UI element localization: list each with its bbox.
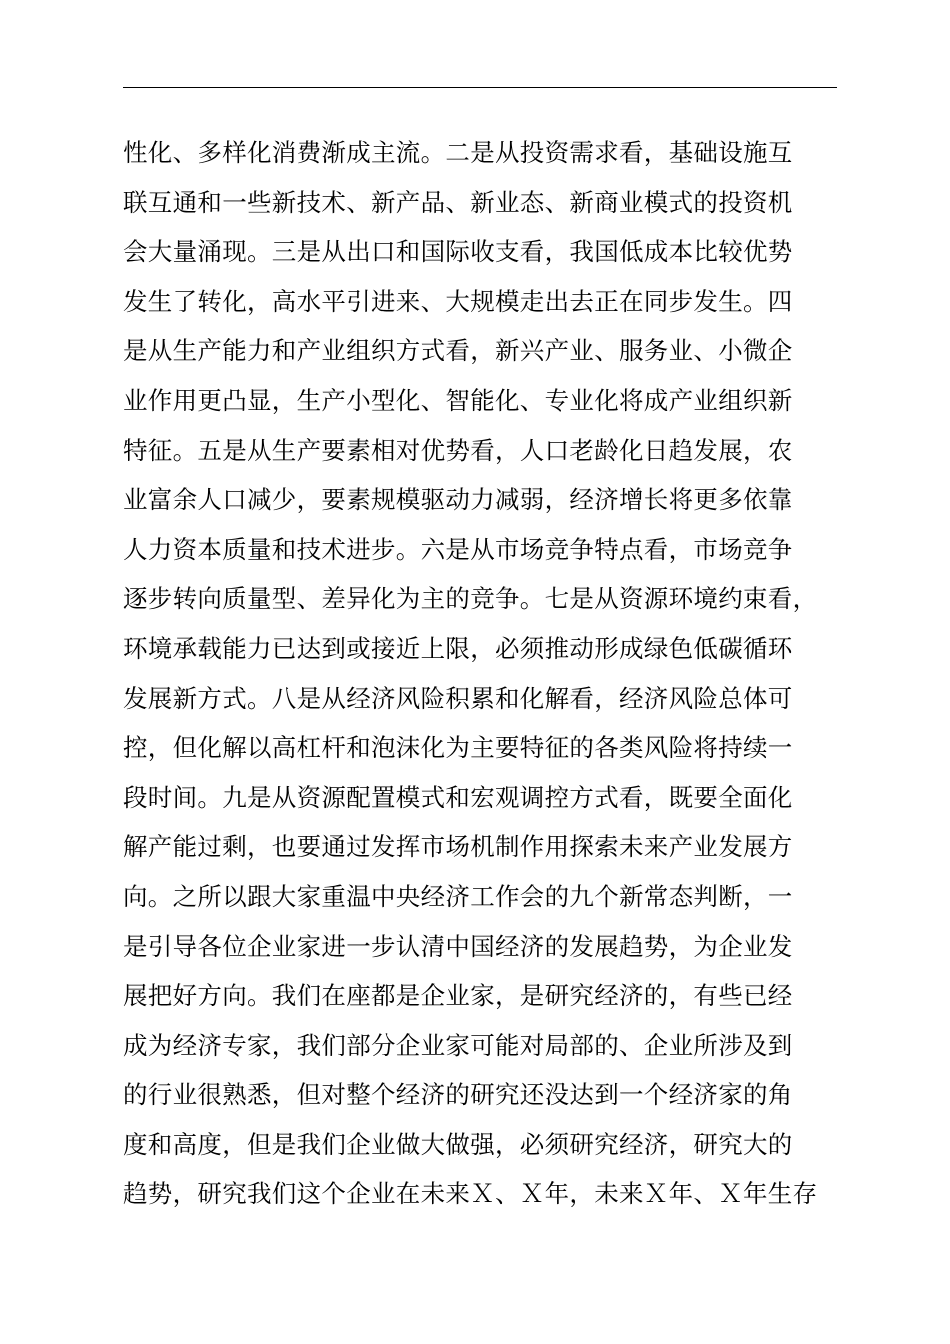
- text-line: 的行业很熟悉，但对整个经济的研究还没达到一个经济家的角: [123, 1080, 793, 1110]
- text-line: 会大量涌现。三是从出口和国际收支看，我国低成本比较优势: [123, 237, 793, 267]
- text-line: 向。之所以跟大家重温中央经济工作会的九个新常态判断，一: [123, 881, 793, 911]
- text-line: 是引导各位企业家进一步认清中国经济的发展趋势，为企业发: [123, 931, 793, 961]
- text-line: 环境承载能力已达到或接近上限，必须推动形成绿色低碳循环: [123, 633, 793, 663]
- text-line: 趋势，研究我们这个企业在未来Ｘ、Ｘ年，未来Ｘ年、Ｘ年生存: [123, 1179, 818, 1209]
- text-line: 段时间。九是从资源配置模式和宏观调控方式看，既要全面化: [123, 782, 793, 812]
- text-line: 控，但化解以高杠杆和泡沫化为主要特征的各类风险将持续一: [123, 733, 793, 763]
- text-line: 逐步转向质量型、差异化为主的竞争。七是从资源环境约束看，: [123, 584, 818, 614]
- text-line: 特征。五是从生产要素相对优势看，人口老龄化日趋发展，农: [123, 435, 793, 465]
- text-line: 业作用更凸显，生产小型化、智能化、专业化将成产业组织新: [123, 385, 793, 415]
- text-line: 是从生产能力和产业组织方式看，新兴产业、服务业、小微企: [123, 336, 793, 366]
- text-line: 发生了转化，高水平引进来、大规模走出去正在同步发生。四: [123, 286, 793, 316]
- text-line: 人力资本质量和技术进步。六是从市场竞争特点看，市场竞争: [123, 534, 793, 564]
- text-line: 度和高度，但是我们企业做大做强，必须研究经济，研究大的: [123, 1129, 793, 1159]
- text-line: 业富余人口减少，要素规模驱动力减弱，经济增长将更多依靠: [123, 485, 793, 515]
- text-line: 展把好方向。我们在座都是企业家，是研究经济的，有些已经: [123, 981, 793, 1011]
- text-line: 性化、多样化消费渐成主流。二是从投资需求看，基础设施互: [123, 138, 793, 167]
- text-line: 成为经济专家，我们部分企业家可能对局部的、企业所涉及到: [123, 1030, 793, 1060]
- body-paragraph: [123, 128, 863, 1219]
- text-line: 解产能过剩，也要通过发挥市场机制作用探索未来产业发展方: [123, 832, 793, 862]
- text-line: 发展新方式。八是从经济风险积累和化解看，经济风险总体可: [123, 683, 793, 713]
- text-line: 联互通和一些新技术、新产品、新业态、新商业模式的投资机: [123, 187, 793, 217]
- header-rule: [123, 87, 837, 88]
